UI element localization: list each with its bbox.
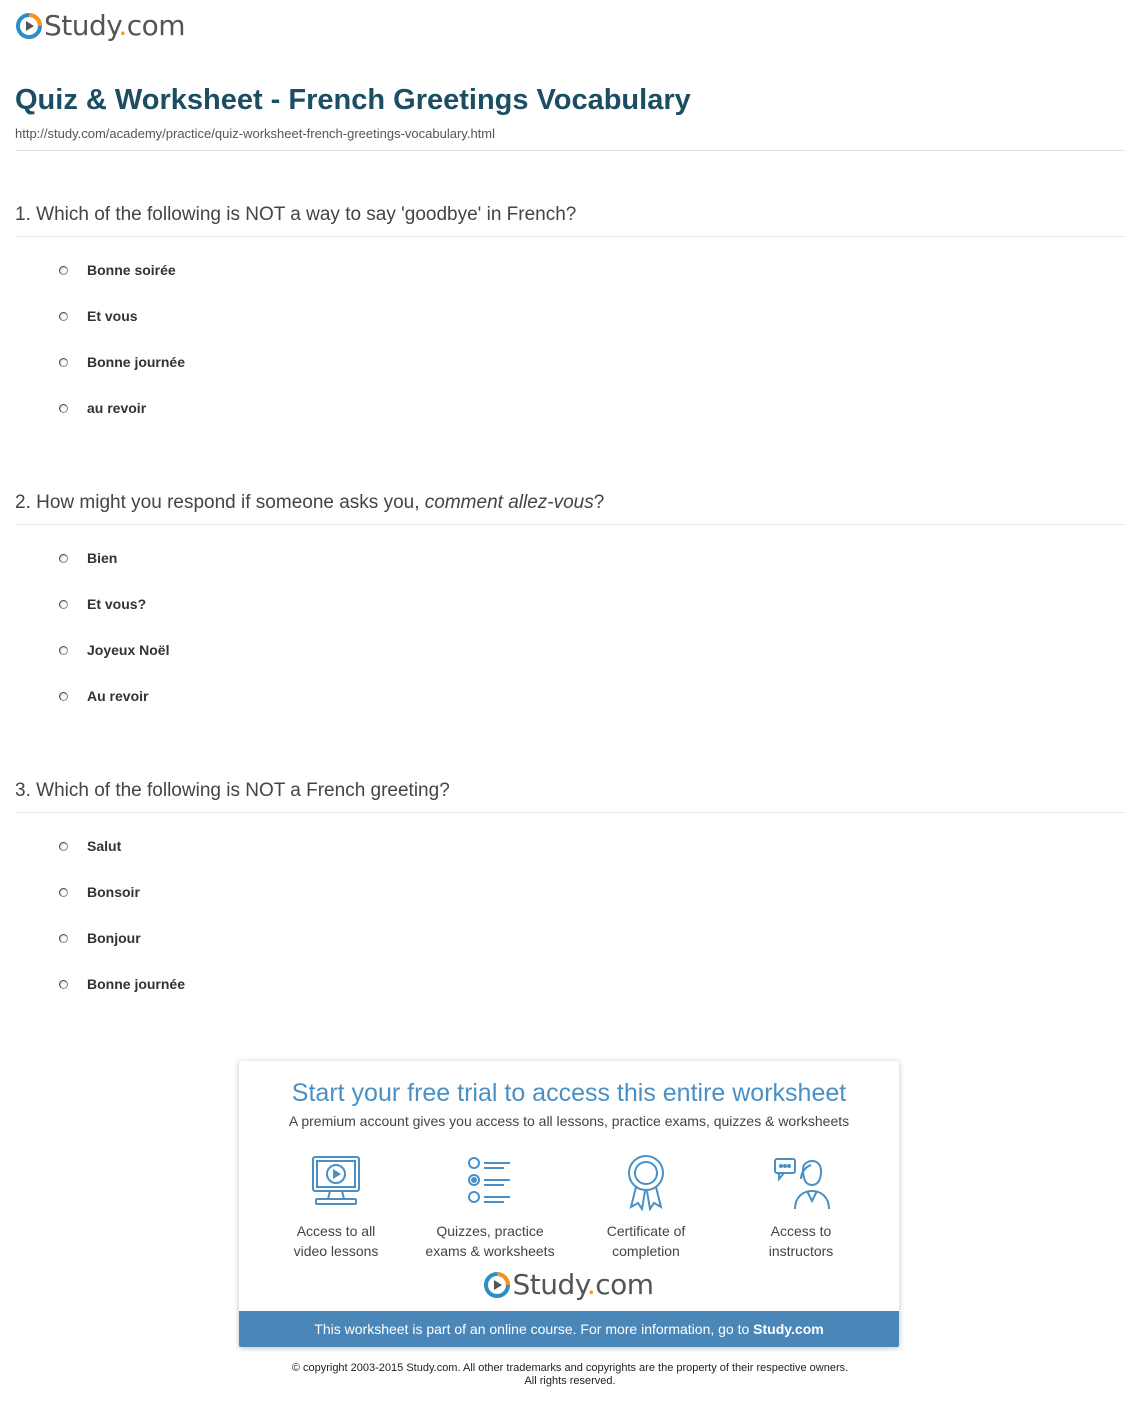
- radio-icon[interactable]: [59, 980, 68, 989]
- question-1: [15, 202, 1125, 416]
- study-logo[interactable]: [16, 10, 185, 42]
- study-link[interactable]: Study.com: [753, 1321, 824, 1337]
- answer-option[interactable]: Salut: [59, 836, 121, 856]
- logo-wordmark: Study.com: [512, 1268, 654, 1301]
- promo-info-bar: This worksheet is part of an online course. For more information, go to Study.com: [239, 1311, 899, 1347]
- play-circle-logo-icon: [16, 13, 42, 39]
- question-divider: [15, 524, 1125, 525]
- question-2: [15, 490, 1125, 704]
- feature-certificate: Certificate of completion: [571, 1153, 721, 1261]
- promo-title[interactable]: Start your free trial to access this entire worksheet: [291, 1079, 847, 1107]
- answer-option[interactable]: Bonjour: [59, 928, 141, 948]
- question-divider: [15, 812, 1125, 813]
- radio-icon[interactable]: [59, 358, 68, 367]
- certificate-icon: [616, 1153, 676, 1211]
- answer-option[interactable]: Et vous: [59, 306, 138, 326]
- answer-option[interactable]: Bonne journée: [59, 352, 185, 372]
- answer-option[interactable]: Joyeux Noël: [59, 640, 169, 660]
- radio-icon[interactable]: [59, 888, 68, 897]
- question-3: [15, 778, 1125, 992]
- question-text: 1. Which of the following is NOT a way to say 'goodbye' in French?: [15, 204, 577, 225]
- question-divider: [15, 236, 1125, 237]
- page-url[interactable]: http://study.com/academy/practice/quiz-worksheet-french-greetings-vocabulary.html: [15, 126, 495, 141]
- radio-icon[interactable]: [59, 600, 68, 609]
- answer-option[interactable]: Bonsoir: [59, 882, 140, 902]
- question-text: 3. Which of the following is NOT a French greeting?: [15, 780, 450, 801]
- answer-option[interactable]: Et vous?: [59, 594, 146, 614]
- video-lesson-icon: [306, 1153, 366, 1211]
- radio-icon[interactable]: [59, 842, 68, 851]
- header-divider: [15, 150, 1125, 151]
- feature-video-lessons: Access to all video lessons: [261, 1153, 411, 1261]
- page-title: Quiz & Worksheet - French Greetings Vocabulary: [15, 84, 691, 116]
- instructor-icon: [771, 1153, 831, 1211]
- radio-icon[interactable]: [59, 692, 68, 701]
- radio-icon[interactable]: [59, 312, 68, 321]
- free-trial-promo[interactable]: [239, 1061, 899, 1347]
- radio-icon[interactable]: [59, 554, 68, 563]
- feature-instructors: Access to instructors: [726, 1153, 876, 1261]
- question-text: 2. How might you respond if someone asks you, comment allez-vous?: [15, 492, 605, 513]
- copyright-footer: © copyright 2003-2015 Study.com. All other trademarks and copyrights are the property of their respective owners. All rights reserved.: [291, 1362, 849, 1387]
- radio-icon[interactable]: [59, 404, 68, 413]
- radio-icon[interactable]: [59, 266, 68, 275]
- radio-icon[interactable]: [59, 934, 68, 943]
- feature-quizzes: Quizzes, practice exams & worksheets: [415, 1153, 565, 1261]
- radio-icon[interactable]: [59, 646, 68, 655]
- promo-subtitle: A premium account gives you access to all lessons, practice exams, quizzes & worksheets: [288, 1113, 850, 1129]
- answer-option[interactable]: Au revoir: [59, 686, 148, 706]
- quiz-list-icon: [460, 1153, 520, 1211]
- answer-option[interactable]: au revoir: [59, 398, 146, 418]
- answer-option[interactable]: Bien: [59, 548, 117, 568]
- answer-option[interactable]: Bonne soirée: [59, 260, 176, 280]
- promo-study-logo[interactable]: [239, 1268, 899, 1301]
- logo-wordmark: Study.com: [44, 9, 186, 42]
- play-circle-logo-icon: [484, 1272, 510, 1298]
- answer-option[interactable]: Bonne journée: [59, 974, 185, 994]
